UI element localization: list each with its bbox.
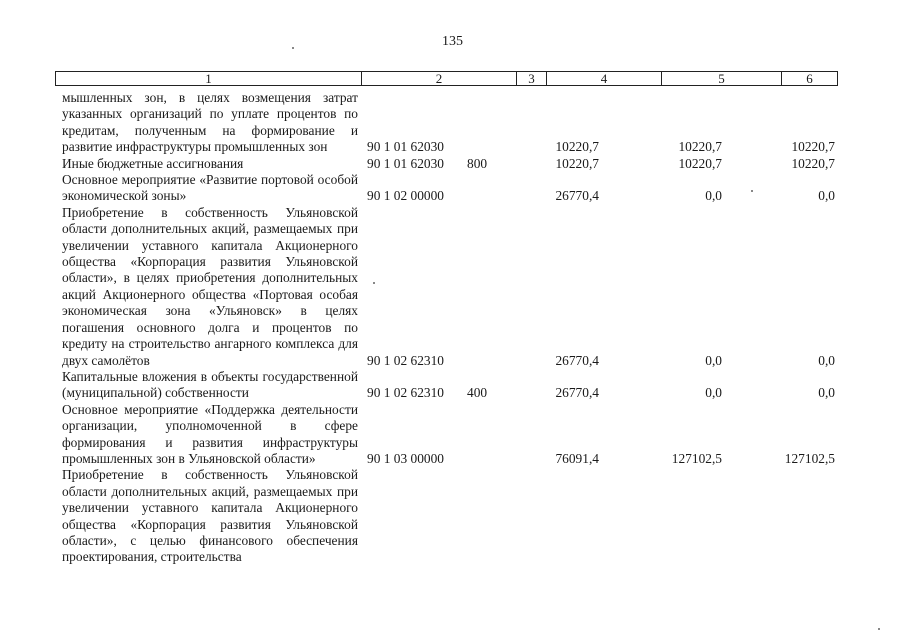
row-code: 90 1 01 62030 bbox=[367, 155, 444, 171]
table-row bbox=[62, 402, 852, 468]
header-col-5: 5 bbox=[661, 72, 781, 85]
row-value-col6: 10220,7 bbox=[791, 139, 835, 155]
row-value-col4: 26770,4 bbox=[555, 188, 599, 204]
scan-speck bbox=[751, 190, 753, 192]
row-value-col6: 0,0 bbox=[818, 188, 835, 204]
header-col-6: 6 bbox=[781, 72, 837, 85]
row-description: Основное мероприятие «Развитие портовой особой экономической зоны» bbox=[62, 172, 358, 204]
scan-speck bbox=[878, 628, 880, 630]
row-value-col6: 0,0 bbox=[818, 385, 835, 401]
row-value-col5: 127102,5 bbox=[671, 450, 722, 466]
table-row bbox=[62, 205, 852, 369]
row-value-col4: 10220,7 bbox=[555, 155, 599, 171]
table-row bbox=[62, 172, 852, 205]
table-row bbox=[62, 369, 852, 402]
scan-speck bbox=[292, 47, 294, 49]
row-value-col4: 76091,4 bbox=[555, 450, 599, 466]
row-description: Приобретение в собственность Ульяновской области дополнительных акций, размещаемых при увеличении уставного капитала Акционерного общества «Корпорация развития Ульяновской области», с целью финансового обеспечения проектирования, строительства bbox=[62, 467, 358, 565]
row-value-col6: 0,0 bbox=[818, 352, 835, 368]
table-row bbox=[62, 90, 852, 156]
row-code: 90 1 02 62310 bbox=[367, 352, 444, 368]
row-value-col4: 26770,4 bbox=[555, 385, 599, 401]
table-body bbox=[62, 90, 852, 566]
row-code: 90 1 02 62310 bbox=[367, 385, 444, 401]
header-col-2: 2 bbox=[361, 72, 516, 85]
row-description: Иные бюджетные ассигнования bbox=[62, 155, 244, 171]
scan-speck bbox=[373, 282, 375, 284]
row-description: мышленных зон, в целях возмещения затрат указанных организаций по уплате процентов по кредитам, полученным на формирование и развитие инфраструктуры промышленных зон bbox=[62, 90, 358, 155]
table-header bbox=[55, 71, 838, 86]
row-value-col6: 10220,7 bbox=[791, 155, 835, 171]
row-expense-type: 400 bbox=[467, 385, 488, 401]
row-code: 90 1 03 00000 bbox=[367, 450, 444, 466]
table-row bbox=[62, 156, 852, 172]
row-code: 90 1 02 00000 bbox=[367, 188, 444, 204]
table-row bbox=[62, 467, 852, 565]
row-value-col5: 0,0 bbox=[705, 188, 722, 204]
header-col-3: 3 bbox=[516, 72, 546, 85]
row-description: Приобретение в собственность Ульяновской области дополнительных акций, размещаемых при увеличении уставного капитала Акционерного общества «Корпорация развития Ульяновской области», в целях приобретения дополнительных акций Акционерного общества «Портовая особая экономическая зона «Ульяновск» в целях погашения основного долга и процентов по кредиту на строительство ангарного комплекса для двух самолётов bbox=[62, 204, 358, 368]
row-expense-type: 800 bbox=[467, 155, 488, 171]
header-col-4: 4 bbox=[546, 72, 661, 85]
header-col-1: 1 bbox=[205, 71, 212, 86]
row-description: Основное мероприятие «Поддержка деятельности организации, уполномоченной в сфере формирования и развития инфраструктуры промышленных зон в Ульяновской области» bbox=[62, 401, 358, 466]
row-description: Капитальные вложения в объекты государственной (муниципальной) собственности bbox=[62, 368, 358, 401]
row-value-col4: 10220,7 bbox=[555, 139, 599, 155]
row-value-col5: 0,0 bbox=[705, 352, 722, 368]
row-value-col5: 10220,7 bbox=[678, 139, 722, 155]
row-value-col6: 127102,5 bbox=[784, 450, 835, 466]
row-value-col5: 0,0 bbox=[705, 385, 722, 401]
page-number: 135 bbox=[442, 34, 463, 49]
row-code: 90 1 01 62030 bbox=[367, 139, 444, 155]
row-value-col4: 26770,4 bbox=[555, 352, 599, 368]
row-value-col5: 10220,7 bbox=[678, 155, 722, 171]
